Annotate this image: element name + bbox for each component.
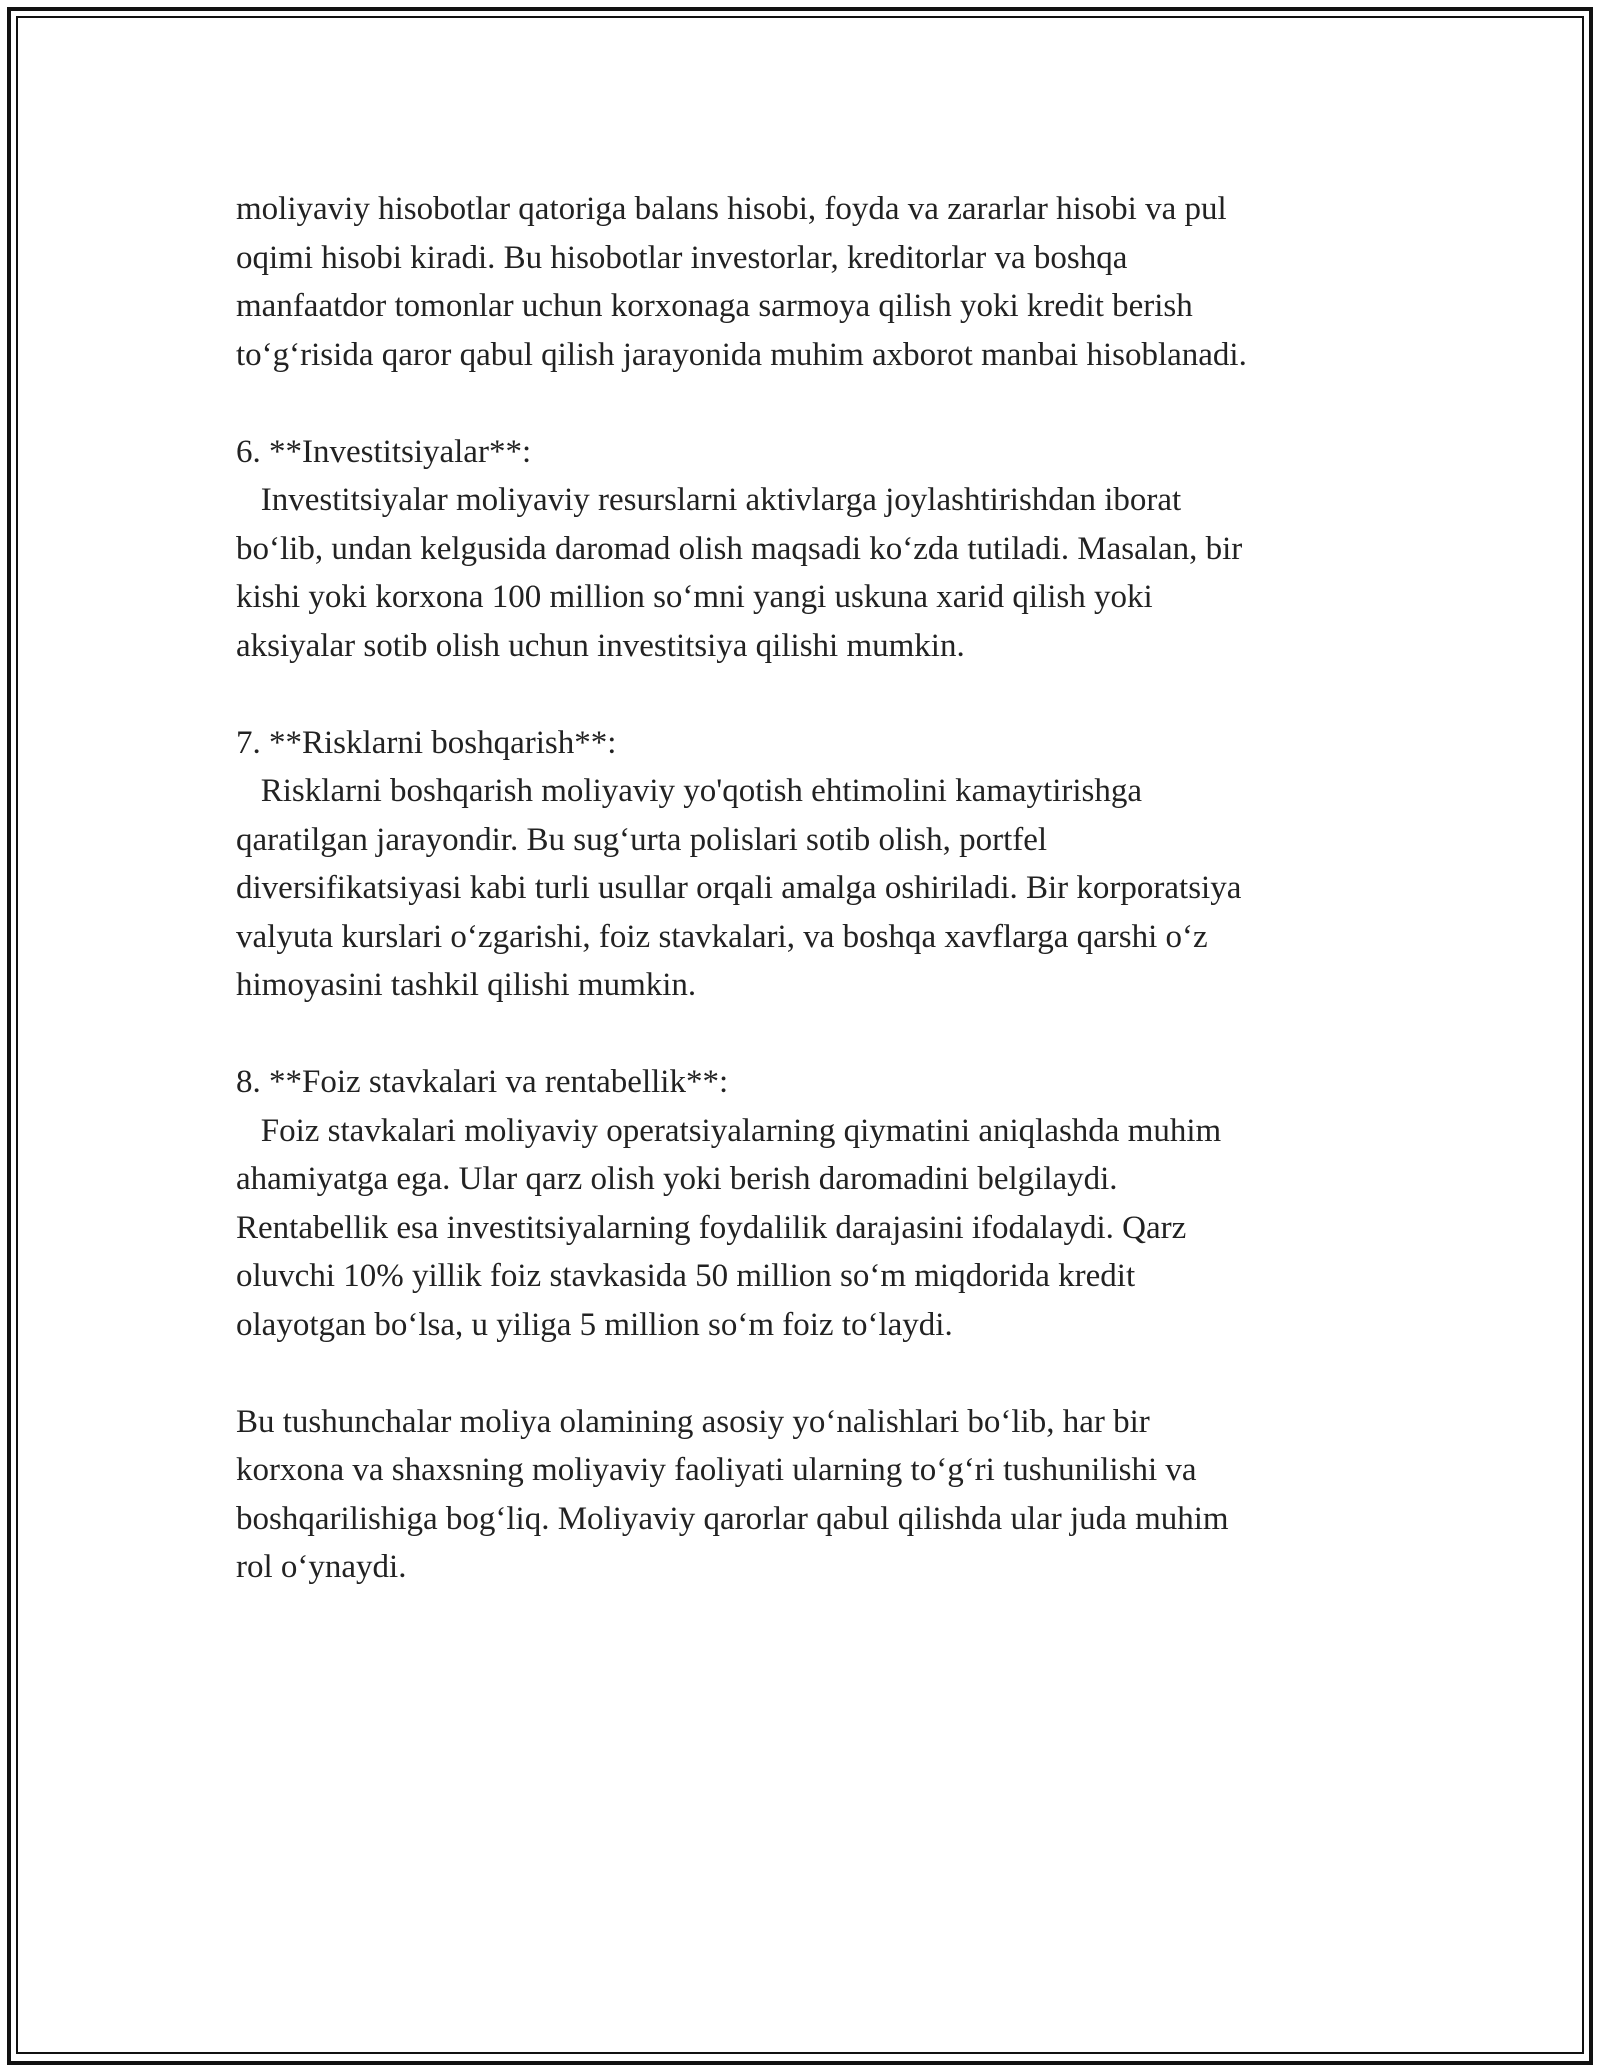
- text-line: bo‘lib, undan kelgusida daromad olish maqsadi ko‘zda tutiladi. Masalan, bir: [236, 530, 1243, 567]
- document-body: [236, 185, 1376, 1640]
- text-line: boshqarilishiga bog‘liq. Moliyaviy qarorlar qabul qilishda ular juda muhim: [236, 1500, 1229, 1537]
- section-interest-rates: [236, 1058, 1376, 1349]
- text-line: Bu tushunchalar moliya olamining asosiy yo‘nalishlari bo‘lib, har bir: [236, 1403, 1150, 1440]
- text-line: qaratilgan jarayondir. Bu sug‘urta polislari sotib olish, portfel: [236, 821, 1048, 858]
- section-heading: 8. **Foiz stavkalari va rentabellik**:: [236, 1064, 729, 1100]
- text-line: moliyaviy hisobotlar qatoriga balans hisobi, foyda va zararlar hisobi va pul: [236, 191, 1227, 227]
- text-line: kishi yoki korxona 100 million so‘mni yangi uskuna xarid qilish yoki: [236, 579, 1153, 615]
- text-line: ahamiyatga ega. Ular qarz olish yoki berish daromadini belgilaydi.: [236, 1161, 1118, 1197]
- text-line: korxona va shaxsning moliyaviy faoliyati ularning to‘g‘ri tushunilishi va: [236, 1452, 1197, 1488]
- section-investments: [236, 428, 1376, 671]
- section-heading: 6. **Investitsiyalar**:: [236, 433, 532, 470]
- paragraph-conclusion: [236, 1398, 1376, 1592]
- text-line: diversifikatsiyasi kabi turli usullar orqali amalga oshiriladi. Bir korporatsiya: [236, 870, 1242, 906]
- text-line: olayotgan bo‘lsa, u yiliga 5 million so‘m foiz to‘laydi.: [236, 1306, 953, 1343]
- section-heading: 7. **Risklarni boshqarish**:: [236, 724, 617, 761]
- text-line: rol o‘ynaydi.: [236, 1549, 407, 1585]
- text-line: manfaatdor tomonlar uchun korxonaga sarmoya qilish yoki kredit berish: [236, 288, 1193, 324]
- text-line: to‘g‘risida qaror qabul qilish jarayonida muhim axborot manbai hisoblanadi.: [236, 336, 1247, 373]
- text-line: himoyasini tashkil qilishi mumkin.: [236, 967, 697, 1003]
- text-line: oluvchi 10% yillik foiz stavkasida 50 million so‘m miqdorida kredit: [236, 1258, 1136, 1294]
- text-line: valyuta kurslari o‘zgarishi, foiz stavkalari, va boshqa xavflarga qarshi o‘z: [236, 918, 1208, 955]
- text-line: Foiz stavkalari moliyaviy operatsiyalarning qiymatini aniqlashda muhim: [236, 1112, 1222, 1149]
- paragraph-financial-statements: [236, 185, 1376, 379]
- text-line: Investitsiyalar moliyaviy resurslarni aktivlarga joylashtirishdan iborat: [236, 482, 1182, 518]
- text-line: oqimi hisobi kiradi. Bu hisobotlar investorlar, kreditorlar va boshqa: [236, 239, 1128, 276]
- text-line: aksiyalar sotib olish uchun investitsiya qilishi mumkin.: [236, 627, 965, 664]
- section-risk-management: [236, 719, 1376, 1010]
- text-line: Risklarni boshqarish moliyaviy yo'qotish ehtimolini kamaytirishga: [236, 773, 1143, 809]
- text-line: Rentabellik esa investitsiyalarning foydalilik darajasini ifodalaydi. Qarz: [236, 1209, 1187, 1246]
